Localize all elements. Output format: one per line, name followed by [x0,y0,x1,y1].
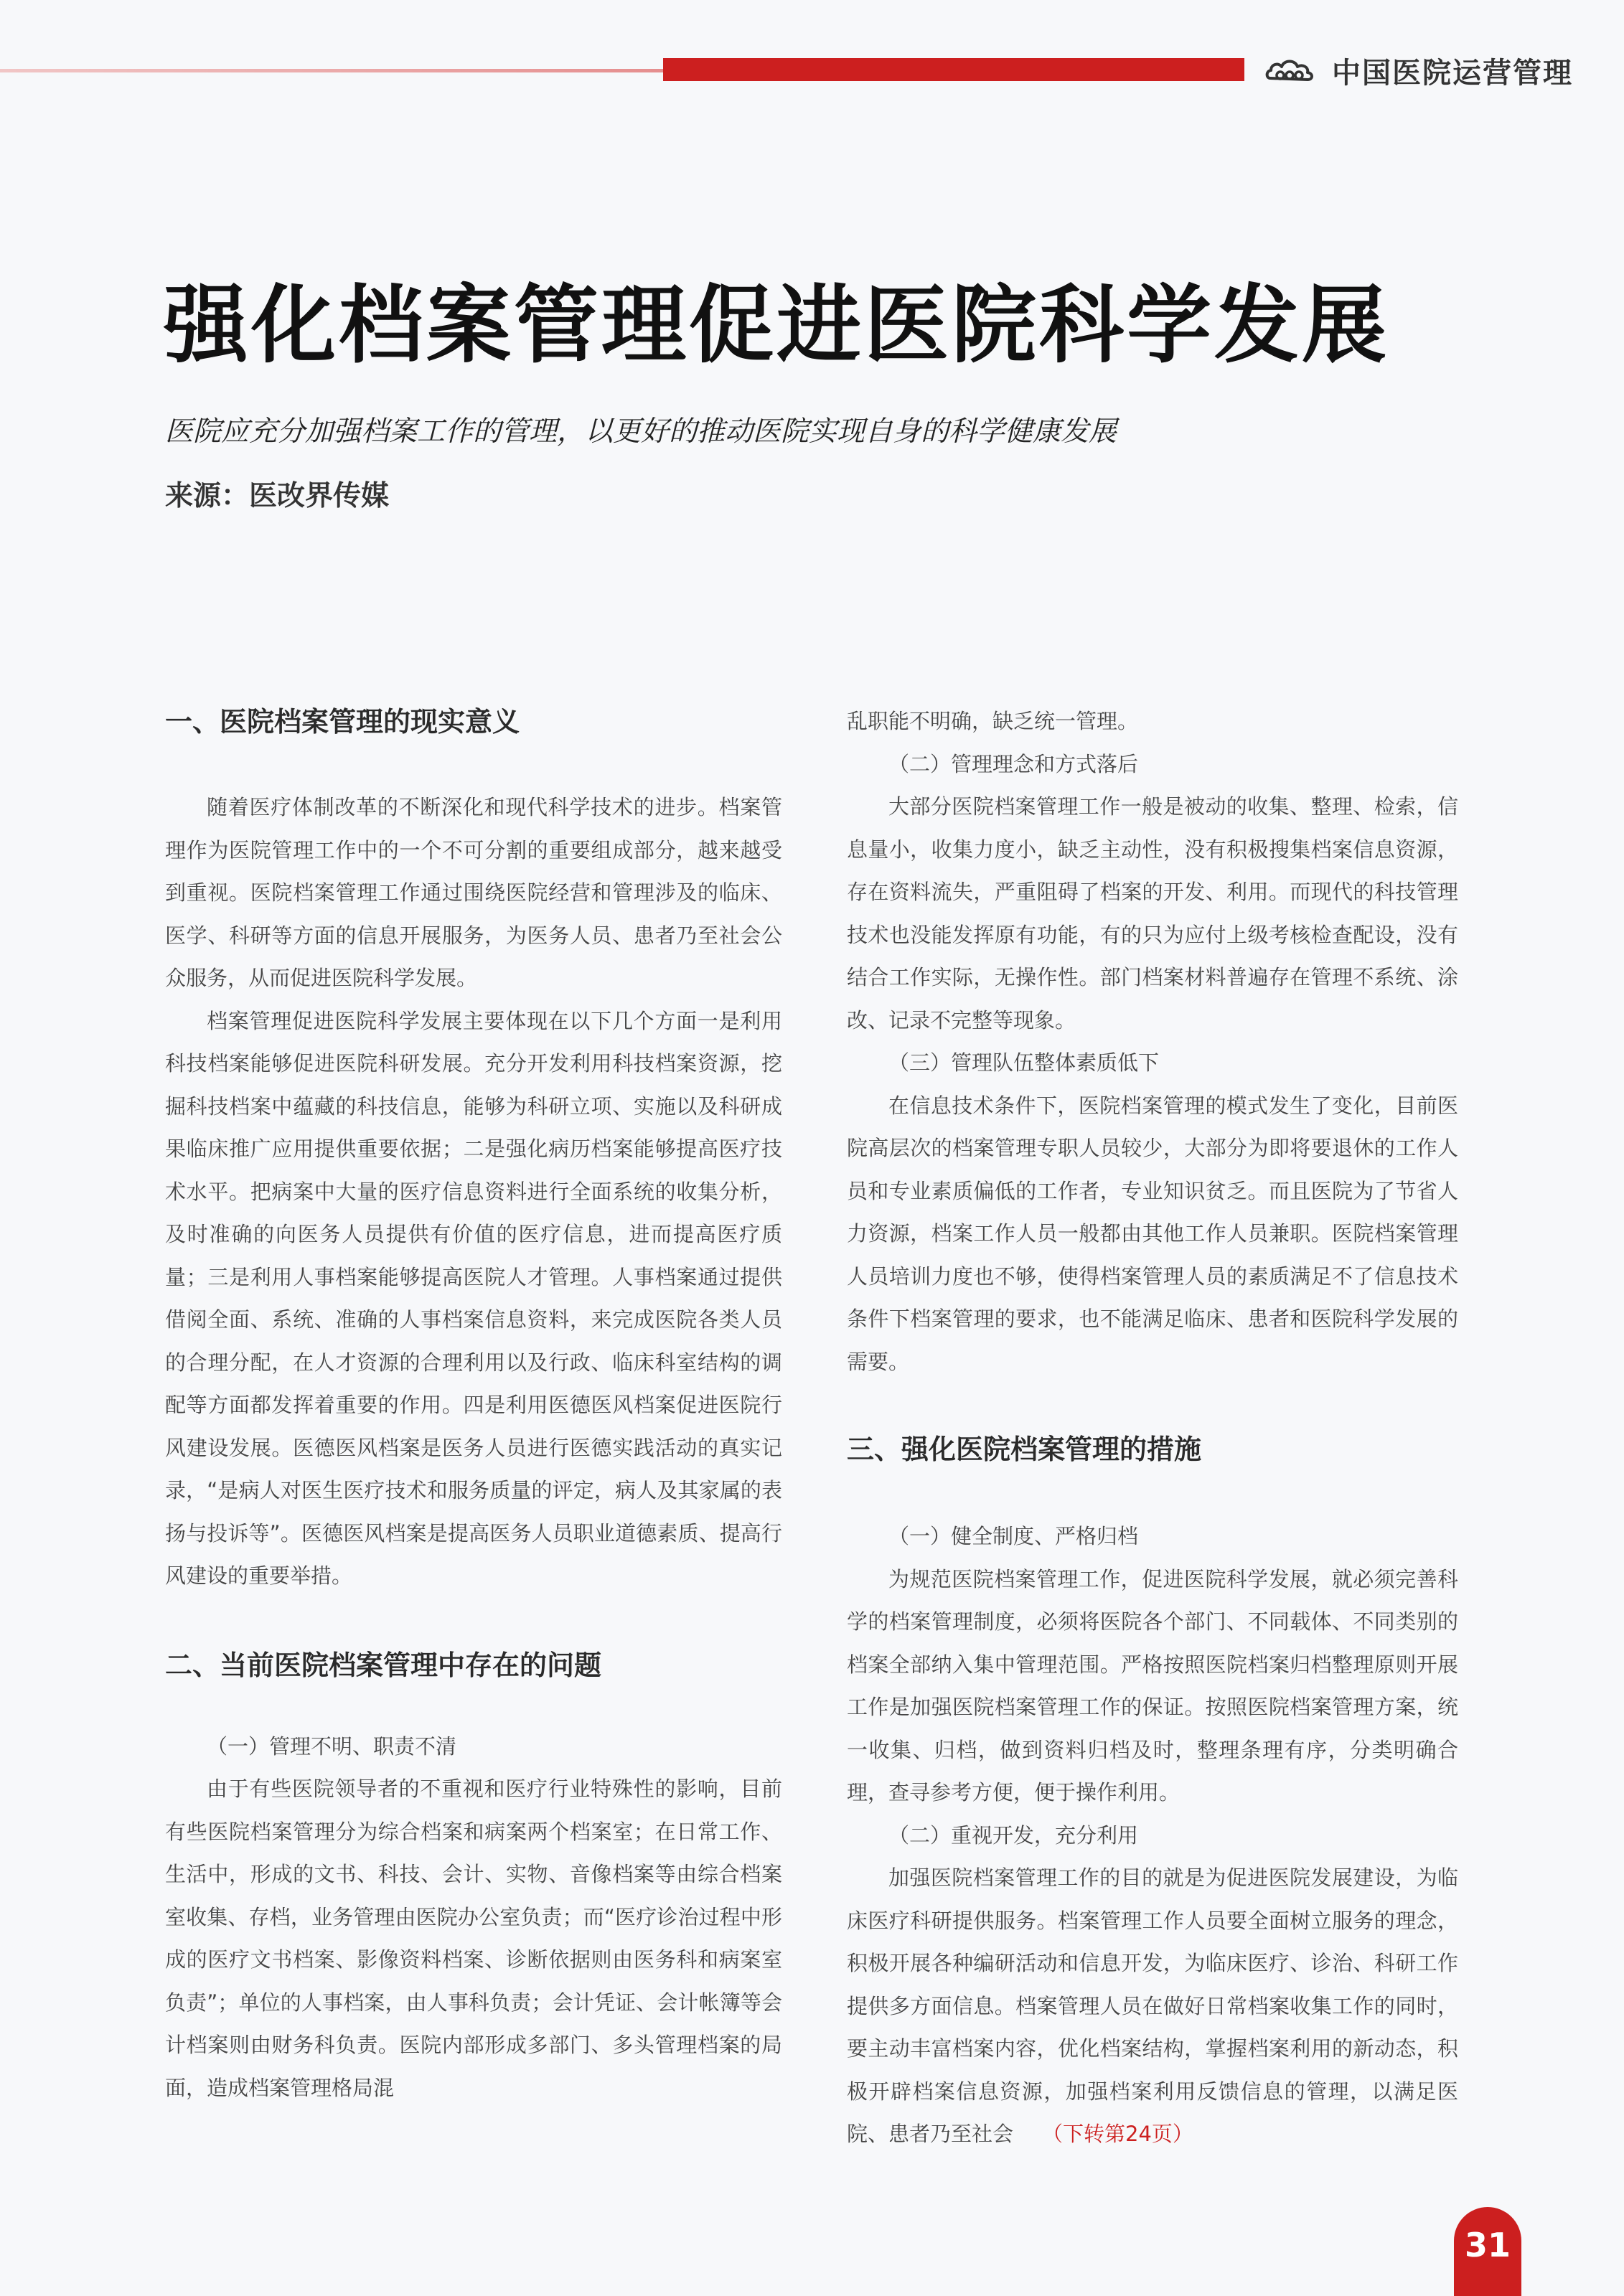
body-paragraph: 随着医疗体制改革的不断深化和现代科学技术的进步。档案管理作为医院管理工作中的一个不可分割的重要组成部分，越来越受到重视。医院档案管理工作通过围绕医院经营和管理涉及的临床、医学、科研等方面的信息开展服务，为医务人员、患者乃至社会公众服务，从而促进医院科学发展。 [165,795,782,990]
body-paragraph: 档案管理促进医院科学发展主要体现在以下几个方面一是利用科技档案能够促进医院科研发展。充分开发利用科技档案资源，挖掘科技档案中蕴藏的科技信息，能够为科研立项、实施以及科研成果临床推广应用提供重要依据；二是强化病历档案能够提高医疗技术水平。把病案中大量的医疗信息资料进行全面系统的收集分析，及时准确的向医务人员提供有价值的医疗信息，进而提高医疗质量；三是利用人事档案能够提高医院人才管理。人事档案通过提供借阅全面、系统、准确的人事档案信息资料，来完成医院各类人员的合理分配，在人才资源的合理利用以及行政、临床科室结构的调配等方面都发挥着重要的作用。四是利用医德医风档案促进医院行风建设发展。医德医风档案是医务人员进行医德实践活动的真实记录，“是病人对医生医疗技术和服务质量的评定，病人及其家属的表扬与投诉等”。医德医风档案是提高医务人员职业道德素质、提高行风建设的重要举措。 [165,1008,782,1588]
continued-note: （下转第24页） [1042,2122,1193,2146]
section-heading-3: 三、强化医院档案管理的措施 [847,1434,1202,1465]
left-column [165,700,782,2109]
body-paragraph: 为规范医院档案管理工作，促进医院科学发展，就必须完善科学的档案管理制度，必须将医院各个部门、不同载体、不同类别的档案全部纳入集中管理范围。严格按照医院档案归档整理原则开展工作是加强医院档案管理工作的保证。按照医院档案管理方案，统一收集、归档，做到资料归档及时，整理条理有序，分类明确合理，查寻参考方便，便于操作利用。 [847,1566,1458,1805]
source-label: 来源： [165,480,250,512]
section-heading-2: 二、当前医院档案管理中存在的问题 [165,1649,602,1681]
source-name: 医改界传媒 [249,480,390,512]
body-paragraph-text: 加强医院档案管理工作的目的就是为促进医院发展建设，为临床医疗科研提供服务。档案管理工作人员要全面树立服务的理念，积极开展各种编研活动和信息开发，为临床医疗、诊治、科研工作提供多方面信息。档案管理人员在做好日常档案收集工作的同时，要主动丰富档案内容，优化档案结构，掌握档案利用的新动态，积极开辟档案信息资源，加强档案利用反馈信息的管理，以满足医院、患者乃至社会 [847,1866,1458,2146]
brand-name: 中国医院运营管理 [1332,56,1573,90]
right-column [847,700,1458,2156]
article-source [165,474,389,514]
header-rule-thin [0,69,667,72]
subheading: （二）重视开发，充分利用 [888,1822,1139,1848]
page-number: 31 [1454,2207,1521,2296]
masthead [1264,47,1573,93]
subheading: （一）管理不明、职责不清 [207,1733,457,1759]
header-rule-accent [663,58,1244,81]
subheading: （二）管理理念和方式落后 [888,751,1139,776]
body-paragraph-continued: 乱职能不明确，缺乏统一管理。 [847,709,1139,733]
body-paragraph [847,1857,1458,2156]
body-paragraph: 大部分医院档案管理工作一般是被动的收集、整理、检索，信息量小，收集力度小，缺乏主动性，没有积极搜集档案信息资源，存在资料流失，严重阻碍了档案的开发、利用。而现代的科技管理技术也没能发挥原有功能，有的只为应付上级考核检查配设，没有结合工作实际，无操作性。部门档案材料普遍存在管理不系统、涂改、记录不完整等现象。 [847,794,1458,1032]
body-paragraph: 在信息技术条件下，医院档案管理的模式发生了变化，目前医院高层次的档案管理专职人员较少，大部分为即将要退休的工作人员和专业素质偏低的工作者，专业知识贫乏。而且医院为了节省人力资源，档案工作人员一般都由其他工作人员兼职。医院档案管理人员培训力度也不够，使得档案管理人员的素质满足不了信息技术条件下档案管理的要求，也不能满足临床、患者和医院科学发展的需要。 [847,1093,1458,1374]
subheading: （一）健全制度、严格归档 [888,1524,1139,1548]
section-heading-1: 一、医院档案管理的现实意义 [165,706,520,738]
article-subtitle: 医院应充分加强档案工作的管理，以更好的推动医院实现自身的科学健康发展 [165,415,1117,448]
subheading: （三）管理队伍整体素质低下 [888,1050,1160,1075]
cloud-logo-icon [1264,54,1315,87]
body-paragraph: 由于有些医院领导者的不重视和医疗行业特殊性的影响，目前有些医院档案管理分为综合档案和病案两个档案室；在日常工作、生活中，形成的文书、科技、会计、实物、音像档案等由综合档案室收集、存档，业务管理由医院办公室负责；而“医疗诊治过程中形成的医疗文书档案、影像资料档案、诊断依据则由医务科和病案室负责”；单位的人事档案，由人事科负责；会计凭证、会计帐簿等会计档案则由财务科负责。医院内部形成多部门、多头管理档案的局面，造成档案管理格局混 [165,1777,782,2100]
article-title: 强化档案管理促进医院科学发展 [164,276,1390,375]
